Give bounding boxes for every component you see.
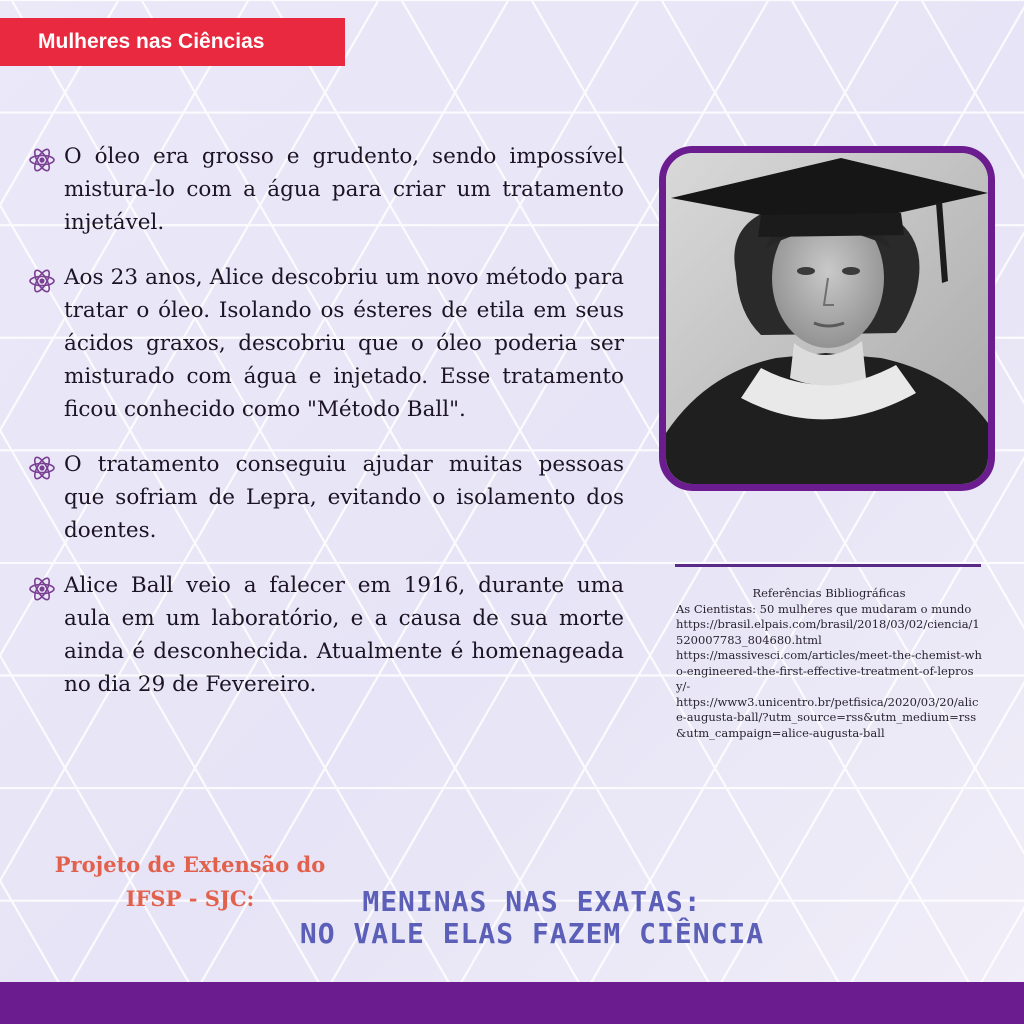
portrait-illustration: [666, 153, 988, 484]
list-item: [28, 448, 624, 547]
section-tag: Mulheres nas Ciências: [0, 18, 345, 66]
list-item: [28, 140, 624, 239]
reference-link[interactable]: https://brasil.elpais.com/brasil/2018/03/02/ciencia/1520007783_804680.html: [676, 617, 980, 647]
project-line: IFSP - SJC:: [125, 886, 255, 911]
bullet-text: O óleo era grosso e grudento, sendo impossível mistura-lo com a água para criar um tratamento injetável.: [64, 144, 624, 235]
bullet-text: Alice Ball veio a falecer em 1916, durante uma aula em um laboratório, e a causa de sua morte ainda é desconhecida. Atualmente é homenageada no dia 29 de Fevereiro.: [64, 573, 624, 697]
list-item: [28, 569, 624, 701]
project-line: Projeto de Extensão do: [54, 852, 326, 877]
slogan-line: MENINAS NAS EXATAS:: [362, 885, 702, 918]
slogan-line: NO VALE ELAS FAZEM CIÊNCIA: [299, 917, 765, 950]
list-item: [28, 261, 624, 426]
bullet-text: O tratamento conseguiu ajudar muitas pessoas que sofriam de Lepra, evitando o isolamento dos doentes.: [64, 452, 624, 543]
footer-bar: [0, 982, 1024, 1024]
reference-link[interactable]: https://www3.unicentro.br/petfisica/2020/03/20/alice-augusta-ball/?utm_source=rss&utm_medium=rss&utm_campaign=alice-augusta-ball: [676, 694, 979, 740]
bullet-list: [28, 140, 624, 723]
atom-icon: [28, 575, 56, 603]
portrait-photo: [659, 146, 995, 491]
divider: [675, 564, 981, 567]
bullet-text: Aos 23 anos, Alice descobriu um novo método para tratar o óleo. Isolando os ésteres de etila em seus ácidos graxos, descobriu que o óleo poderia ser misturado com água e injetado. Esse tratamento ficou conhecido como "Método Ball".: [64, 265, 624, 422]
atom-icon: [28, 146, 56, 174]
slogan: [262, 886, 802, 950]
reference-item: As Cientistas: 50 mulheres que mudaram o mundo: [676, 601, 972, 616]
atom-icon: [28, 267, 56, 295]
references: [676, 586, 982, 741]
reference-link[interactable]: https://massivesci.com/articles/meet-the-chemist-who-engineered-the-first-effective-treatment-of-leprosy/-: [676, 648, 982, 693]
atom-icon: [28, 454, 56, 482]
references-title: Referências Bibliográficas: [752, 586, 906, 600]
